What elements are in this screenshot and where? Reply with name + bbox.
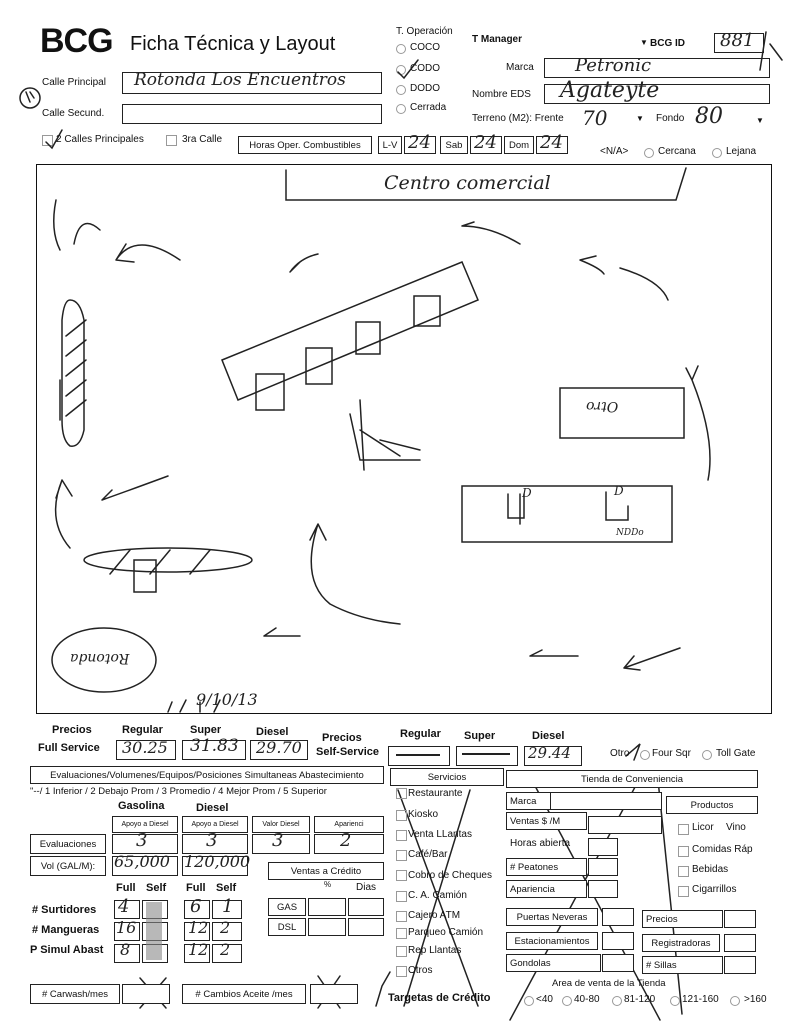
pump-island	[222, 262, 478, 400]
puertas-label: Puertas Neveras	[506, 908, 598, 926]
self-label: Self	[216, 882, 237, 894]
eval-col-header: Valor Diesel	[252, 816, 310, 833]
precios-tienda-field[interactable]	[724, 910, 756, 928]
surtidores-label: # Surtidores	[32, 904, 97, 916]
self-regular-field[interactable]	[388, 746, 450, 766]
bebidas-checkbox[interactable]	[678, 866, 689, 877]
full-service-label: Full Service	[38, 742, 100, 754]
surtidores-value: 4	[118, 896, 130, 917]
op-dodo-label: DODO	[410, 83, 440, 94]
servicio-checkbox[interactable]	[396, 911, 407, 922]
centro-comercial-label: Centro comercial	[384, 172, 551, 194]
registradoras-field[interactable]	[724, 934, 756, 952]
dsl-pct-field[interactable]	[308, 918, 346, 936]
eval-col-header: Apoyo a Diesel	[112, 816, 178, 833]
dsl-dias-field[interactable]	[348, 918, 384, 936]
area-option: 81-120	[624, 994, 656, 1005]
op-cerrada-label: Cerrada	[410, 102, 447, 113]
ventas-credito-label: Ventas a Crédito	[268, 862, 384, 880]
servicio-checkbox[interactable]	[396, 810, 407, 821]
servicio-item: Otros	[408, 965, 433, 976]
full-regular-value: 30.25	[122, 738, 168, 757]
cambios-aceite-field[interactable]	[310, 984, 358, 1004]
area-option: 121-160	[682, 994, 719, 1005]
area-option: >160	[744, 994, 767, 1005]
fondo-value: 80	[695, 104, 723, 129]
calle-principal-label: Calle Principal	[42, 77, 106, 88]
lejana-label: Lejana	[726, 146, 757, 157]
peatones-label: # Peatones	[506, 858, 587, 876]
area-option: <40	[536, 994, 553, 1005]
regular-label: Regular	[122, 724, 163, 736]
self-label: Self	[146, 882, 167, 894]
dom-value: 24	[540, 132, 563, 153]
tarjetas-credito-label: Targetas de Crédito	[388, 992, 491, 1004]
fondo-label: Fondo	[656, 113, 685, 124]
diesel-eval-label: Diesel	[196, 802, 229, 814]
area-radio[interactable]	[524, 996, 534, 1006]
horas-abierta-field[interactable]	[588, 838, 618, 856]
eval-scale: "--/ 1 Inferior / 2 Debajo Prom / 3 Promedio / 4 Mejor Prom / 5 Superior	[30, 786, 327, 797]
full-label: Full	[116, 882, 136, 894]
pct-label: %	[324, 880, 332, 889]
estacionamientos-label: Estacionamientos	[506, 932, 598, 950]
lv-label: L-V	[378, 136, 402, 154]
licor-checkbox[interactable]	[678, 824, 689, 835]
gas-dias-field[interactable]	[348, 898, 384, 916]
servicio-item: Parqueo Camión	[408, 927, 484, 938]
servicios-header: Servicios	[390, 768, 504, 786]
eval-col-header: Aparienci	[314, 816, 384, 833]
dash-mark	[462, 753, 510, 755]
rotonda-label: Rotonda	[70, 650, 130, 666]
cigarrillos-checkbox[interactable]	[678, 886, 689, 897]
toll-gate-radio[interactable]	[702, 750, 712, 760]
servicio-checkbox[interactable]	[396, 966, 407, 977]
calle-secund-label: Calle Secund.	[42, 108, 105, 119]
peatones-field[interactable]	[588, 858, 618, 876]
op-codo-label: CODO	[410, 63, 440, 74]
simul-value: 12	[188, 940, 209, 959]
diesel-label: Diesel	[256, 726, 289, 738]
bcg-id-label: BCG ID	[650, 38, 685, 49]
cigarrillos-label: Cigarrillos	[692, 884, 737, 895]
tienda-marca-field[interactable]	[550, 792, 662, 810]
diesel-d-label: D	[614, 484, 624, 498]
na-label: <N/A>	[600, 146, 629, 157]
precios-label: Precios	[52, 724, 92, 736]
chevron-down-icon[interactable]: ▼	[636, 114, 644, 123]
tres-calle-label: 3ra Calle	[182, 134, 223, 145]
slash-mark	[760, 32, 782, 70]
eval-value: 3	[136, 830, 148, 851]
chevron-down-icon[interactable]: ▼	[756, 116, 764, 125]
area-radio[interactable]	[670, 996, 680, 1006]
productos-label: Productos	[666, 796, 758, 814]
dias-label: Dias	[356, 882, 377, 893]
apariencia-label: Apariencia	[506, 880, 587, 898]
mangueras-label: # Mangueras	[32, 924, 100, 936]
precios-self-label: Precios	[322, 732, 362, 744]
gas-pct-field[interactable]	[308, 898, 346, 916]
servicio-checkbox[interactable]	[396, 850, 407, 861]
area-radio[interactable]	[612, 996, 622, 1006]
evaluaciones-label: Evaluaciones	[30, 834, 106, 854]
nd-label: NDDo	[616, 528, 644, 538]
full-label: Full	[186, 882, 206, 894]
tienda-marca-label: Marca	[506, 792, 551, 810]
mangueras-value: 16	[116, 918, 137, 937]
bebidas-label: Bebidas	[692, 864, 729, 875]
marca-value: Petronic	[575, 55, 652, 76]
eval-value: 3	[272, 830, 284, 851]
otro-label: Otro	[610, 748, 630, 759]
evaluaciones-header: Evaluaciones/Volumenes/Equipos/Posiciones Simultaneas Abastecimiento	[30, 766, 384, 784]
calle-principal-value: Rotonda Los Encuentros	[134, 70, 346, 90]
marca-label: Marca	[506, 62, 534, 73]
eval-col-header: Apoyo a Diesel	[182, 816, 248, 833]
four-sqr-label: Four Sqr	[652, 748, 691, 759]
estacionamientos-field[interactable]	[602, 932, 634, 950]
mark-stroke	[26, 92, 34, 102]
tienda-header: Tienda de Conveniencia	[506, 770, 758, 788]
super-label: Super	[190, 724, 222, 736]
servicio-item: Cajero ATM	[408, 910, 461, 921]
surtidores-value: 1	[222, 896, 234, 917]
servicio-checkbox[interactable]	[396, 788, 407, 799]
eval-value: 2	[340, 830, 352, 851]
nombre-eds-label: Nombre EDS	[472, 89, 531, 100]
t-manager-label: T Manager	[472, 34, 523, 45]
servicio-item: Kiosko	[408, 809, 439, 820]
check-mark	[398, 60, 418, 78]
servicio-item: Café/Bar	[408, 849, 448, 860]
toll-gate-label: Toll Gate	[716, 748, 756, 759]
gray-shading	[146, 902, 162, 960]
carwash-field[interactable]	[122, 984, 170, 1004]
cambios-aceite-label: # Cambios Aceite /mes	[182, 984, 306, 1004]
servicio-item: Restaurante	[408, 788, 463, 799]
precios-tienda-label: Precios	[642, 910, 723, 928]
area-radio[interactable]	[730, 996, 740, 1006]
otro-label: Otro	[586, 398, 619, 414]
check-mark	[46, 130, 62, 148]
sab-value: 24	[474, 132, 497, 153]
ventas-label: Ventas $ /M	[506, 812, 587, 830]
frente-value: 70	[582, 106, 608, 130]
terreno-label: Terreno (M2): Frente	[472, 113, 564, 124]
sillas-label: # Sillas	[642, 956, 723, 974]
vol-diesel-value: 120,000	[184, 852, 251, 871]
gasolina-label: Gasolina	[118, 800, 165, 812]
dos-calles-label: 2 Calles Principales	[56, 134, 144, 145]
sillas-field[interactable]	[724, 956, 756, 974]
servicio-checkbox[interactable]	[396, 928, 407, 939]
simul-value: 8	[120, 940, 131, 959]
dsl-label: DSL	[268, 918, 306, 936]
servicio-checkbox[interactable]	[396, 946, 407, 957]
gondolas-label: Gondolas	[506, 954, 601, 972]
surtidores-value: 6	[190, 896, 202, 917]
self-service-label: Self-Service	[316, 746, 379, 758]
simul-value: 2	[220, 940, 231, 959]
bcg-logo: BCG	[40, 22, 113, 60]
servicio-item: Cobro de Cheques	[408, 870, 492, 881]
servicio-checkbox[interactable]	[396, 870, 407, 881]
dom-label: Dom	[504, 136, 534, 154]
full-super-value: 31.83	[190, 736, 239, 756]
t-operacion-label: T. Operación	[396, 26, 453, 37]
sab-label: Sab	[440, 136, 468, 154]
sketch-date: 9/10/13	[196, 690, 258, 709]
eval-value: 3	[206, 830, 218, 851]
cercana-label: Cercana	[658, 146, 696, 157]
comidas-label: Comidas Ráp	[692, 844, 753, 855]
horas-abierta-label: Horas abierta	[510, 838, 571, 849]
diesel-d-label: D	[522, 486, 532, 500]
pump	[256, 374, 284, 410]
mangueras-value: 12	[188, 918, 209, 937]
area-venta-label: Area de venta de la Tienda	[552, 978, 666, 989]
carwash-label: # Carwash/mes	[30, 984, 120, 1004]
comidas-checkbox[interactable]	[678, 846, 689, 857]
circle-mark	[20, 88, 40, 108]
op-coco-label: COCO	[410, 42, 440, 53]
gas-label: GAS	[268, 898, 306, 916]
licor-label: Licor	[692, 822, 714, 833]
ventas-field[interactable]	[588, 816, 662, 834]
store-outline	[560, 388, 684, 438]
servicio-item: Venta LLantas	[408, 829, 472, 840]
servicio-checkbox[interactable]	[396, 830, 407, 841]
self-diesel-label: Diesel	[532, 730, 565, 742]
simul-label: P Simul Abast	[30, 944, 104, 956]
mangueras-value: 2	[220, 918, 231, 937]
gondolas-field[interactable]	[602, 954, 634, 972]
vino-label: Vino	[726, 822, 746, 833]
full-diesel-value: 29.70	[256, 738, 302, 757]
dash-mark	[396, 754, 440, 756]
vol-label: Vol (GAL/M):	[30, 856, 106, 876]
registradoras-label: Registradoras	[642, 934, 720, 952]
lv-value: 24	[408, 132, 431, 153]
page-title: Ficha Técnica y Layout	[130, 33, 336, 55]
area-radio[interactable]	[562, 996, 572, 1006]
servicio-item: C. A. Camión	[408, 890, 467, 901]
servicio-item: Rep Llantas	[408, 945, 462, 956]
bcg-id-value: 881	[720, 30, 755, 51]
chevron-down-icon[interactable]: ▼	[640, 38, 648, 47]
horas-oper-button[interactable]: Horas Oper. Combustibles	[238, 136, 372, 154]
self-super-label: Super	[464, 730, 496, 742]
servicio-checkbox[interactable]	[396, 891, 407, 902]
area-option: 40-80	[574, 994, 600, 1005]
self-diesel-value: 29.44	[528, 744, 571, 762]
puertas-field[interactable]	[602, 908, 634, 926]
apariencia-field[interactable]	[588, 880, 618, 898]
nombre-eds-value: Agateyte	[560, 78, 660, 103]
vol-gas-value: 65,000	[114, 852, 170, 871]
four-sqr-radio[interactable]	[640, 750, 650, 760]
self-regular-label: Regular	[400, 728, 441, 740]
self-super-field[interactable]	[456, 746, 518, 766]
